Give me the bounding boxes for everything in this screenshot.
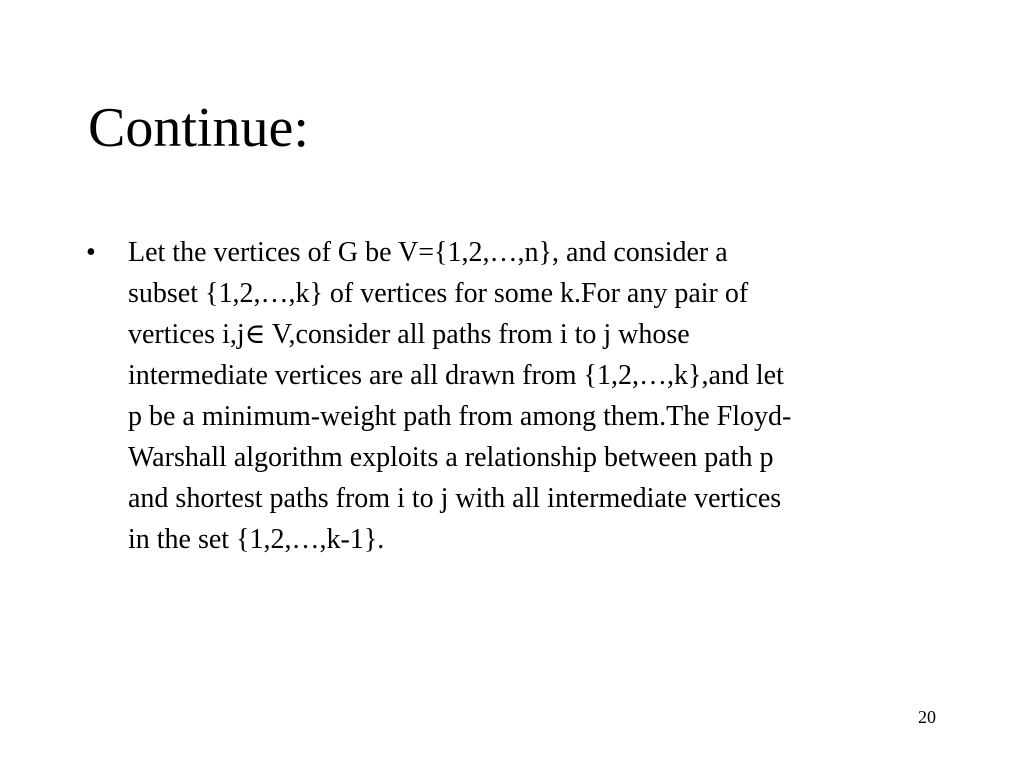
slide-title: Continue: [88,97,309,159]
page-number: 20 [918,707,936,727]
bullet-item [84,232,954,560]
bullet-marker: • [86,237,96,268]
bullet-text: Let the vertices of G be V={1,2,…,n}, and consider a subset {1,2,…,k} of vertices for some k.For any pair of vertices i,j∈ V,consider all paths from i to j whose intermediate vertices are all drawn from {1,2,…,k},and let p be a minimum-weight path from among them.The Floyd- Warshall algorithm exploits a relationship between path p and shortest paths from i to j with all intermediate vertices in the set {1,2,…,k-1}. [128,237,792,555]
bullet-list [84,232,954,560]
